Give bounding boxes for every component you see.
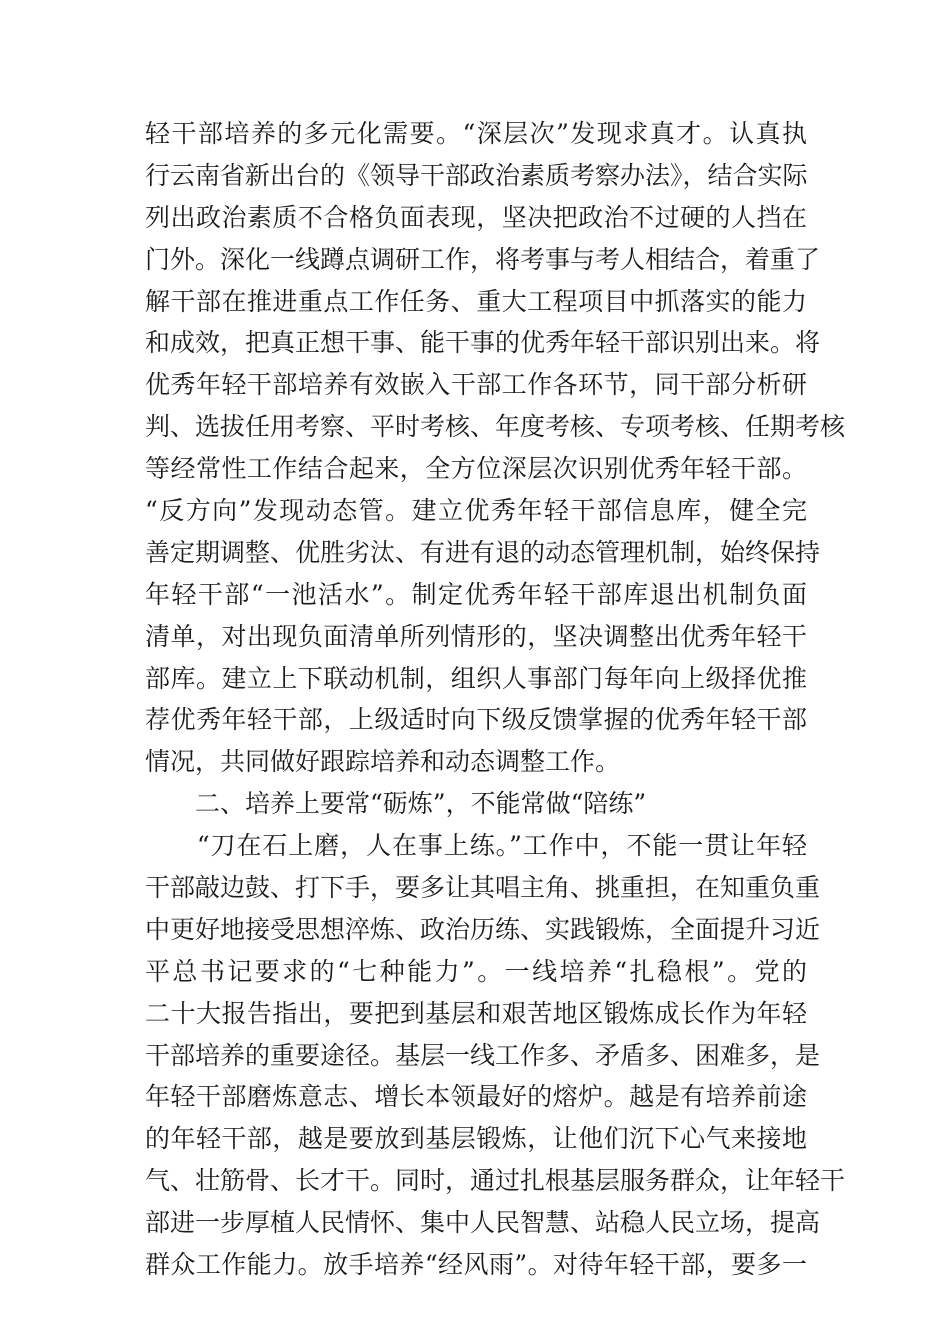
text-line: 二十大报告指出，要把到基层和艰苦地区锻炼成长作为年轻 bbox=[145, 998, 807, 1028]
text-line: 部进一步厚植人民情怀、集中人民智慧、站稳人民立场，提高 bbox=[145, 1208, 821, 1238]
text-line: 情况，共同做好跟踪培养和动态调整工作。 bbox=[145, 747, 621, 777]
text-line: 清单，对出现负面清单所列情形的，坚决调整出优秀年轻干 bbox=[145, 621, 807, 651]
text-line: 干部敲边鼓、打下手，要多让其唱主角、挑重担，在知重负重 bbox=[145, 873, 821, 903]
text-line: 干部培养的重要途径。基层一线工作多、矛盾多、困难多，是 bbox=[145, 1040, 821, 1070]
text-line: “反方向”发现动态管。建立优秀年轻干部信息库，健全完 bbox=[145, 496, 807, 526]
text-line: 判、选拔任用考察、平时考核、年度考核、专项考核、任期考核 bbox=[145, 412, 846, 442]
text-line: 优秀年轻干部培养有效嵌入干部工作各环节，同干部分析研 bbox=[145, 370, 807, 400]
text-line: 平总书记要求的“七种能力”。一线培养“扎稳根”。党的 bbox=[145, 956, 807, 986]
text-line: 气、壮筋骨、长才干。同时，通过扎根基层服务群众，让年轻干 bbox=[145, 1166, 846, 1196]
text-line: 年轻干部磨炼意志、增长本领最好的熔炉。越是有培养前途 bbox=[145, 1082, 807, 1112]
text-line: 善定期调整、优胜劣汰、有进有退的动态管理机制，始终保持 bbox=[145, 537, 821, 567]
text-line: 的年轻干部，越是要放到基层锻炼，让他们沉下心气来接地 bbox=[145, 1124, 807, 1154]
text-line: 荐优秀年轻干部，上级适时向下级反馈掌握的优秀年轻干部 bbox=[145, 705, 807, 735]
text-line: 年轻干部“一池活水”。制定优秀年轻干部库退出机制负面 bbox=[145, 579, 807, 609]
section-heading: 二、培养上要常“砺炼”，不能常做“陪练” bbox=[145, 789, 647, 819]
text-line: 门外。深化一线蹲点调研工作，将考事与考人相结合，着重了 bbox=[145, 244, 821, 274]
text-line: 行云南省新出台的《领导干部政治素质考察办法》，结合实际 bbox=[145, 160, 808, 190]
text-line: 群众工作能力。放手培养“经风雨”。对待年轻干部，要多一 bbox=[145, 1250, 807, 1280]
text-line: 等经常性工作结合起来，全方位深层次识别优秀年轻干部。 bbox=[145, 454, 807, 484]
text-line: “刀在石上磨，人在事上练。”工作中，不能一贯让年轻 bbox=[145, 831, 807, 861]
text-line: 和成效，把真正想干事、能干事的优秀年轻干部识别出来。将 bbox=[145, 328, 821, 358]
text-line: 列出政治素质不合格负面表现，坚决把政治不过硬的人挡在 bbox=[145, 202, 807, 232]
text-line: 解干部在推进重点工作任务、重大工程项目中抓落实的能力 bbox=[145, 286, 807, 316]
document-page bbox=[145, 113, 846, 1286]
text-line: 中更好地接受思想淬炼、政治历练、实践锻炼，全面提升习近 bbox=[145, 914, 821, 944]
text-line: 部库。建立上下联动机制，组织人事部门每年向上级择优推 bbox=[145, 663, 807, 693]
text-line: 轻干部培养的多元化需要。“深层次”发现求真才。认真执 bbox=[145, 119, 807, 148]
